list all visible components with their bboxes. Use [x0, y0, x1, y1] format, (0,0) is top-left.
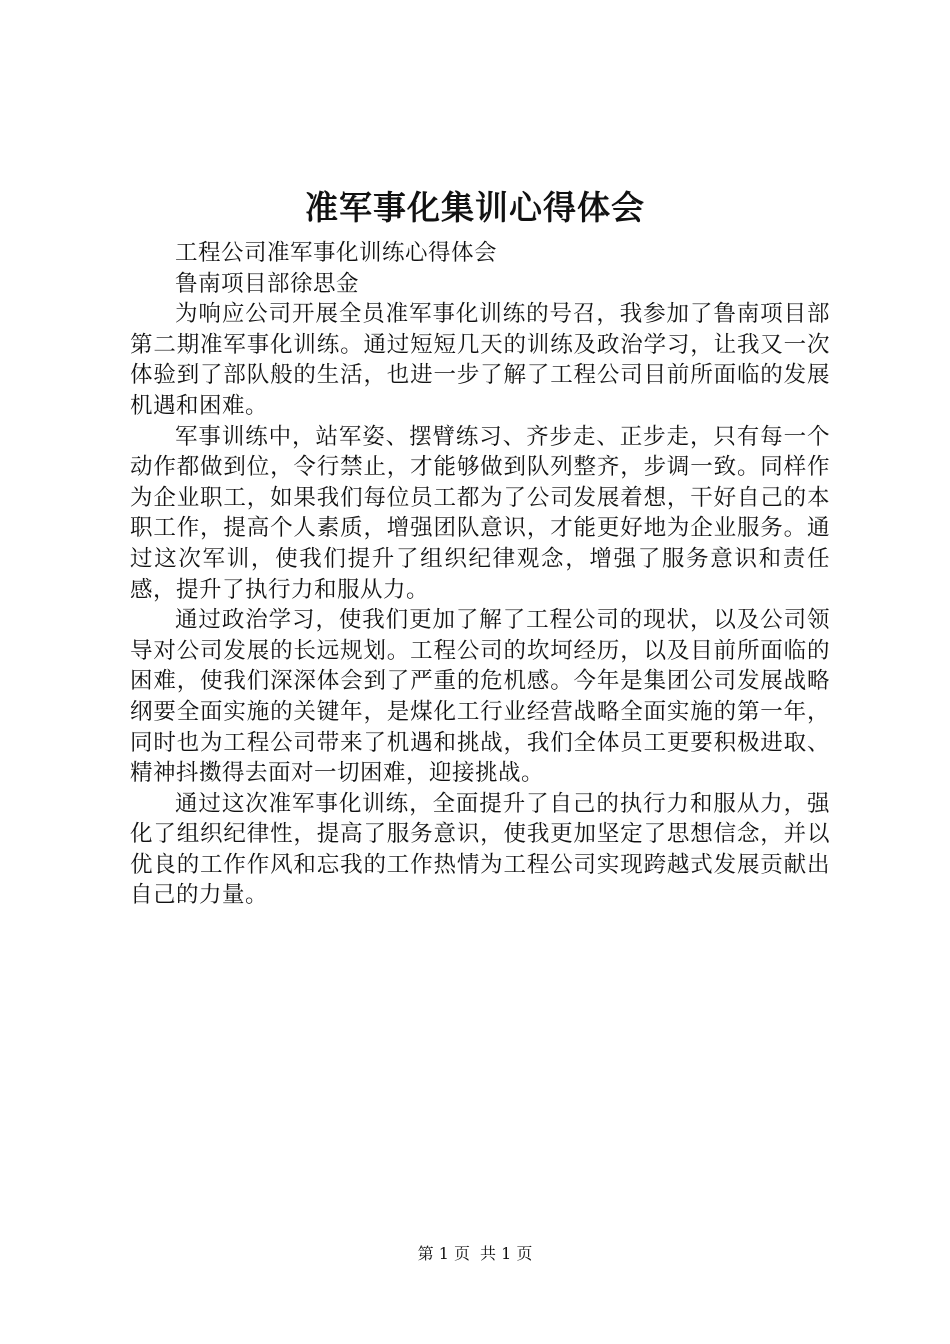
paragraph: 通过这次准军事化训练，全面提升了自己的执行力和服从力，强化了组织纪律性，提高了服务意识，使我更加坚定了思想信念，并以优良的工作作风和忘我的工作热情为工程公司实现跨越式发展贡献出自己的力量。: [130, 790, 830, 909]
page-footer: [0, 1243, 950, 1265]
page-total: 共 1 页: [480, 1244, 533, 1263]
document-title: 准军事化集训心得体会: [305, 188, 645, 227]
paragraph: 为响应公司开展全员准军事化训练的号召，我参加了鲁南项目部第二期准军事化训练。通过短短几天的训练及政治学习，让我又一次体验到了部队般的生活，也进一步了解了工程公司目前所面临的发展机遇和困难。: [130, 301, 830, 419]
author-line: 鲁南项目部徐思金: [175, 270, 360, 297]
subtitle-line: 工程公司准军事化训练心得体会: [175, 240, 498, 266]
paragraph: 军事训练中，站军姿、摆臂练习、齐步走、正步走，只有每一个动作都做到位，令行禁止，才能够做到队列整齐，步调一致。同样作为企业职工，如果我们每位员工都为了公司发展着想，干好自己的本职工作，提高个人素质，增强团队意识，才能更好地为企业服务。通过这次军训，使我们提升了组织纪律观念，增强了服务意识和责任感，提升了执行力和服从力。: [130, 423, 830, 603]
page-number: 第 1 页: [417, 1244, 470, 1263]
paragraph: 通过政治学习，使我们更加了解了工程公司的现状，以及公司领导对公司发展的长远规划。工程公司的坎坷经历，以及目前所面临的困难，使我们深深体会到了严重的危机感。今年是集团公司发展战略纲要全面实施的关键年，是煤化工行业经营战略全面实施的第一年，同时也为工程公司带来了机遇和挑战，我们全体员工更要积极进取、精神抖擞得去面对一切困难，迎接挑战。: [130, 607, 830, 787]
document-body: [130, 238, 830, 911]
